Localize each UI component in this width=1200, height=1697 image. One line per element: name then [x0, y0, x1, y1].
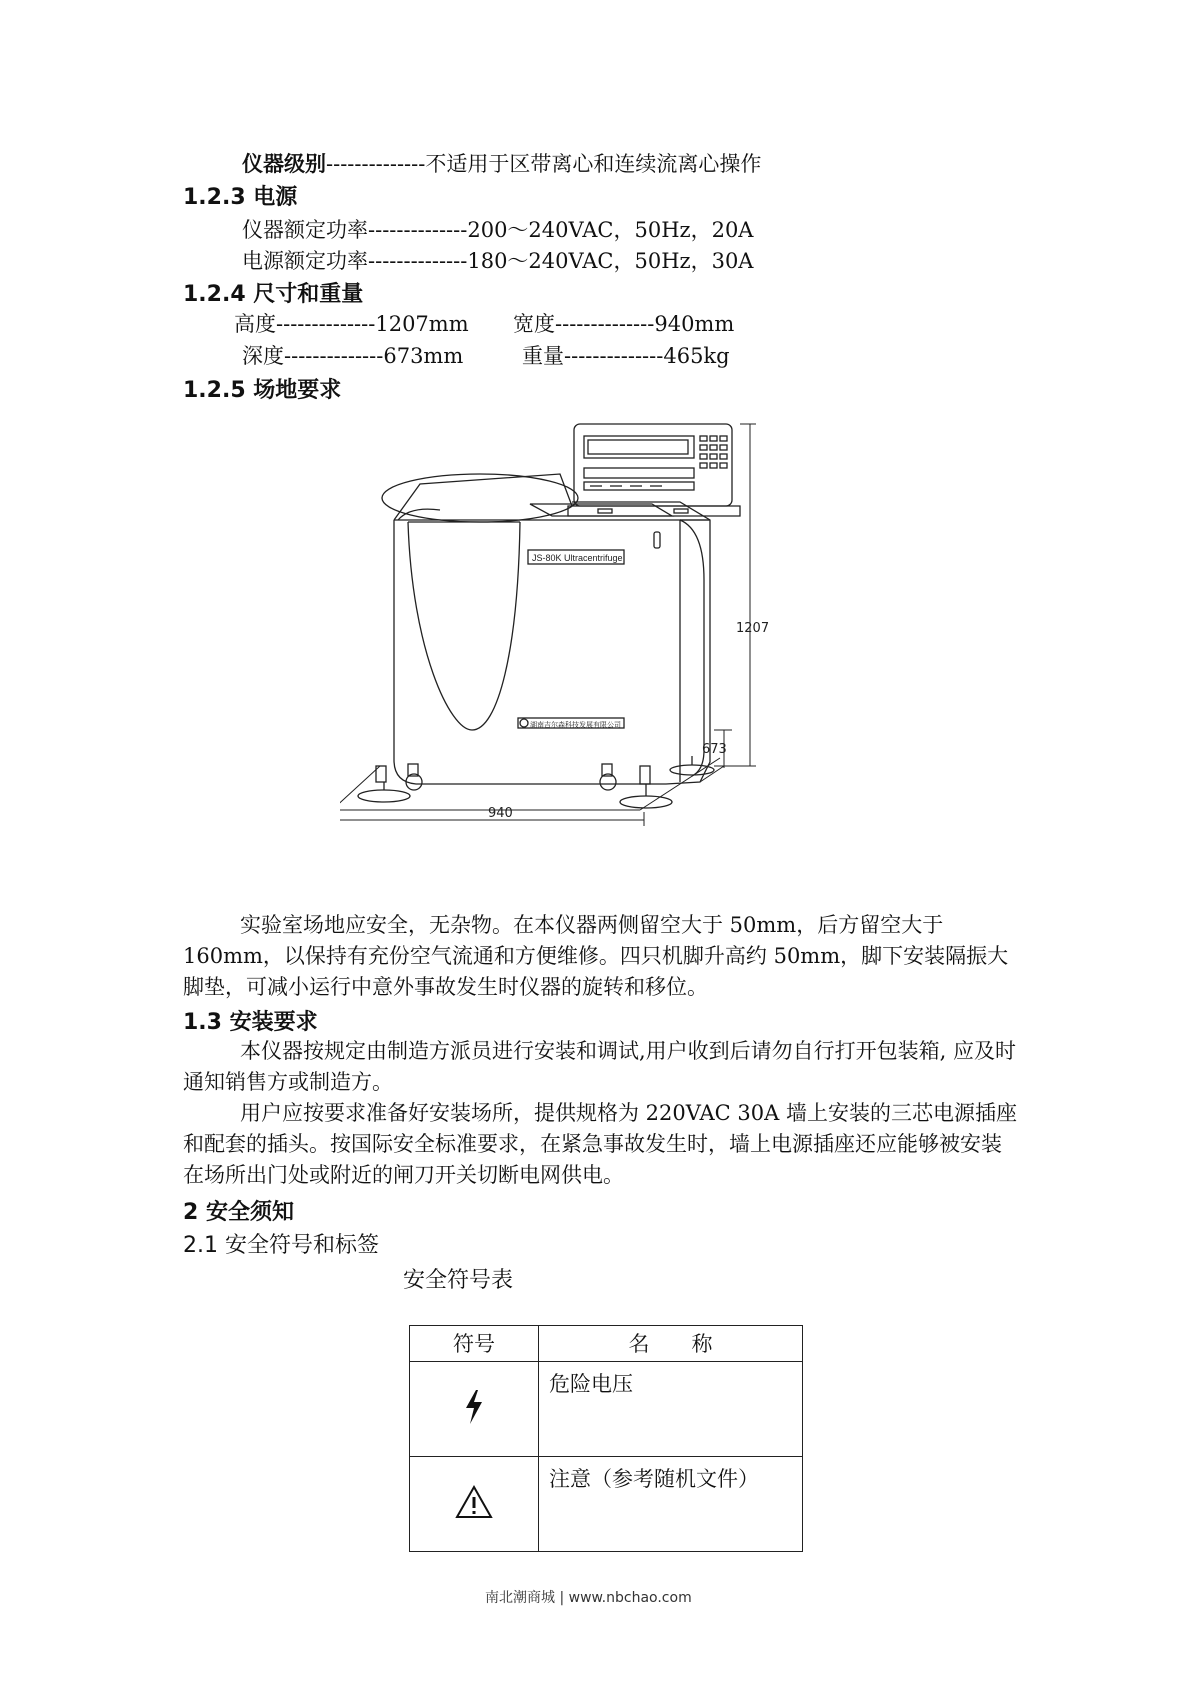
rated-supply-label: 电源额定功率	[242, 249, 368, 273]
dim-height-label: 高度	[234, 312, 276, 336]
symbol-name: 注意（参考随机文件）	[539, 1457, 803, 1552]
symbol-name: 危险电压	[539, 1362, 803, 1457]
table-row	[410, 1362, 803, 1457]
cabinet-top-left	[394, 474, 572, 520]
indicator-strip	[584, 468, 694, 478]
dim-height-line	[234, 308, 469, 338]
safety-table-title: 安全符号表	[403, 1268, 514, 1293]
dim-width-value: 940mm	[654, 312, 735, 336]
dim-width-line	[513, 308, 734, 338]
dimensions-heading: 1.2.4 尺寸和重量	[183, 282, 364, 307]
keypad	[700, 436, 727, 468]
rated-instrument-dashes: --------------	[368, 218, 468, 242]
power-rated-instrument	[242, 214, 753, 244]
dim-width-dashes: --------------	[555, 312, 655, 336]
col-symbol-header: 符号	[410, 1326, 539, 1362]
foot-pad	[358, 790, 410, 802]
dim-weight-line	[522, 340, 730, 370]
install-para-1: 本仪器按规定由制造方派员进行安装和调试,用户收到后请勿自行打开包装箱, 应及时通知销售方或制造方。	[183, 1039, 1017, 1094]
dim-width-text: 940	[488, 806, 513, 821]
dim-height-value: 1207mm	[375, 312, 469, 336]
site-heading: 1.2.5 场地要求	[183, 378, 342, 403]
rated-instrument-value: 200～240VAC，50Hz，20A	[467, 218, 754, 242]
door-window	[408, 522, 520, 730]
maker-badge-text: 湖南吉尔森科技发展有限公司	[530, 722, 621, 729]
dim-weight-value: 465kg	[663, 344, 730, 368]
model-badge-text: JS-80K Ultracentrifuge	[532, 553, 623, 563]
safety-heading: 2 安全须知	[183, 1200, 294, 1225]
symbol-cell	[410, 1362, 539, 1457]
rated-supply-value: 180～240VAC，50Hz，30A	[467, 249, 754, 273]
display-window	[584, 436, 694, 458]
class-line	[242, 148, 761, 178]
safety-symbol-table	[409, 1325, 803, 1552]
class-dashes: --------------	[326, 152, 426, 176]
cabinet-body	[394, 502, 710, 784]
table-row	[410, 1457, 803, 1552]
dim-weight-dashes: --------------	[564, 344, 664, 368]
symbol-cell	[410, 1457, 539, 1552]
dim-depth-dashes: --------------	[284, 344, 384, 368]
class-value: 不适用于区带离心和连续流离心操作	[425, 152, 762, 176]
install-heading: 1.3 安装要求	[183, 1010, 318, 1035]
dim-width-label: 宽度	[513, 312, 555, 336]
install-para-2: 用户应按要求准备好安装场所，提供规格为 220VAC 30A 墙上安装的三芯电源插座和配套的插头。按国际安全标准要求，在紧急事故发生时，墙上电源插座还应能够被安装在场所出门处或附近的闸刀开关切断电网供电。	[183, 1101, 1017, 1187]
lightning-icon	[462, 1388, 486, 1426]
table-header-row	[410, 1326, 803, 1362]
dim-depth-line	[242, 340, 463, 370]
power-rated-supply	[242, 245, 753, 275]
warning-triangle-icon	[454, 1484, 494, 1520]
rated-instrument-label: 仪器额定功率	[242, 218, 368, 242]
safety-sub-heading: 2.1 安全符号和标签	[183, 1233, 379, 1258]
class-label: 仪器级别	[242, 152, 326, 176]
page-footer: 南北潮商城 | www.nbchao.com	[485, 1590, 692, 1606]
centrifuge-drawing	[340, 410, 840, 910]
rated-supply-dashes: --------------	[368, 249, 468, 273]
power-heading: 1.2.3 电源	[183, 185, 298, 210]
dim-depth-value: 673mm	[383, 344, 464, 368]
dim-height-text: 1207	[736, 621, 770, 636]
col-name-header: 名 称	[539, 1326, 803, 1362]
dim-height-dashes: --------------	[276, 312, 376, 336]
dim-depth-text: 673	[702, 742, 727, 757]
site-paragraph: 实验室场地应安全，无杂物。在本仪器两侧留空大于 50mm，后方留空大于 160mm，以保持有充份空气流通和方便维修。四只机脚升高约 50mm，脚下安装隔振大脚垫，可减小运行中意外事故发生时仪器的旋转和移位。	[183, 913, 1009, 999]
dim-weight-label: 重量	[522, 344, 564, 368]
dim-depth-label: 深度	[242, 344, 284, 368]
